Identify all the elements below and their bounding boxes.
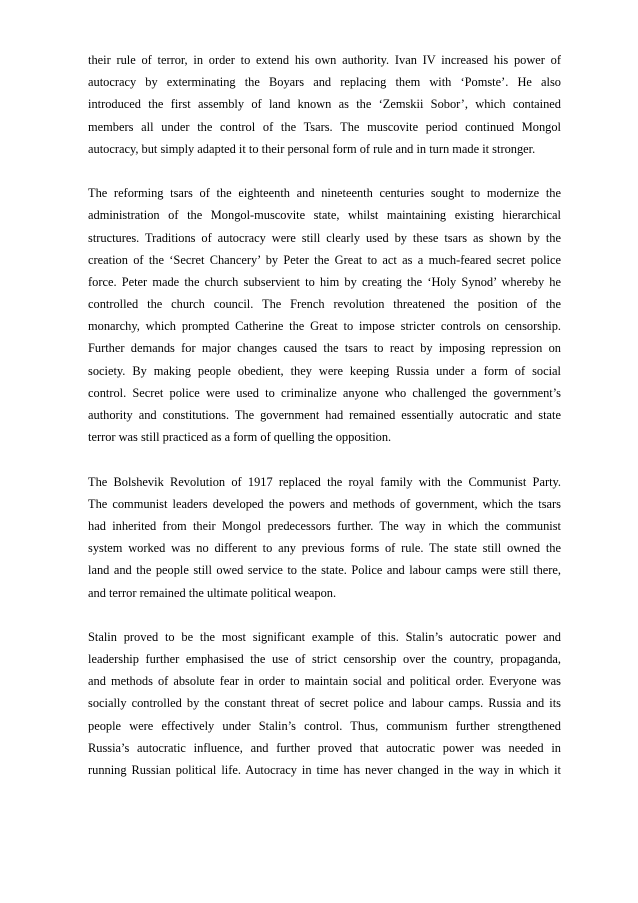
text-line: force. Peter made the church subservient to him by creating the ‘Holy Synod’ whereby he: [88, 274, 561, 289]
text-line: Further demands for major changes caused the tsars to react by imposing repression on: [88, 341, 561, 356]
text-line: land and the people still owed service to the state. Police and labour camps were still there,: [88, 563, 561, 578]
text-line: and terror remained the ultimate political weapon.: [88, 585, 337, 600]
text-line: autocracy by exterminating the Boyars and replacing them with ‘Pomste’. He also: [88, 75, 561, 90]
text-line: controlled the church council. The French revolution threatened the position of the: [88, 297, 561, 312]
text-line: socially controlled by the constant threat of secret police and labour camps. Russia and its: [88, 696, 561, 711]
text-line: their rule of terror, in order to extend his own authority. Ivan IV increased his power of: [88, 53, 561, 67]
text-line: and methods of absolute fear in order to maintain social and political order. Everyone was: [88, 674, 561, 689]
text-line: members all under the control of the Tsars. The muscovite period continued Mongol: [88, 119, 561, 134]
paragraph-stalin: [88, 626, 561, 781]
text-line: terror was still practiced as a form of quelling the opposition.: [88, 430, 392, 445]
text-line: monarchy, which prompted Catherine the Great to impose stricter controls on censorship.: [88, 319, 561, 334]
text-line: The reforming tsars of the eighteenth and nineteenth centuries sought to modernize the: [88, 186, 561, 201]
document-body: [88, 49, 561, 781]
paragraph-gap: [88, 160, 561, 182]
text-line: society. By making people obedient, they were keeping Russia under a form of social: [88, 363, 561, 378]
paragraph-gap: [88, 604, 561, 626]
text-line: creation of the ‘Secret Chancery’ by Peter the Great to act as a much-feared secret police: [88, 252, 561, 267]
text-line: administration of the Mongol-muscovite state, whilst maintaining existing hierarchical: [88, 208, 561, 223]
text-line: Russia’s autocratic influence, and further proved that autocratic power was needed in: [88, 740, 561, 755]
text-line: structures. Traditions of autocracy were still clearly used by these tsars as shown by the: [88, 230, 561, 245]
text-line: system worked was no different to any previous forms of rule. The state still owned the: [88, 541, 561, 556]
text-line: introduced the first assembly of land known as the ‘Zemskii Sobor’, which contained: [88, 97, 561, 112]
text-line: running Russian political life. Autocracy in time has never changed in the way in which it: [88, 763, 561, 777]
text-line: control. Secret police were used to criminalize anyone who challenged the government’s: [88, 385, 561, 400]
text-line: The communist leaders developed the powers and methods of government, which the tsars: [88, 496, 561, 511]
text-line: people were effectively under Stalin’s control. Thus, communism further strengthened: [88, 718, 561, 733]
paragraph-gap: [88, 448, 561, 470]
text-line: autocracy, but simply adapted it to their personal form of rule and in turn made it stronger.: [88, 141, 536, 156]
text-line: leadership further emphasised the use of strict censorship over the country, propaganda,: [88, 652, 561, 667]
text-line: The Bolshevik Revolution of 1917 replaced the royal family with the Communist Party.: [88, 474, 561, 489]
text-line: had inherited from their Mongol predecessors further. The way in which the communist: [88, 518, 561, 533]
paragraph-bolshevik-revolution: [88, 471, 561, 604]
paragraph-muscovite: [88, 49, 561, 160]
paragraph-reforming-tsars: [88, 182, 561, 448]
text-line: authority and constitutions. The government had remained essentially autocratic and state: [88, 408, 561, 422]
text-line: Stalin proved to be the most significant example of this. Stalin’s autocratic power and: [88, 629, 561, 644]
